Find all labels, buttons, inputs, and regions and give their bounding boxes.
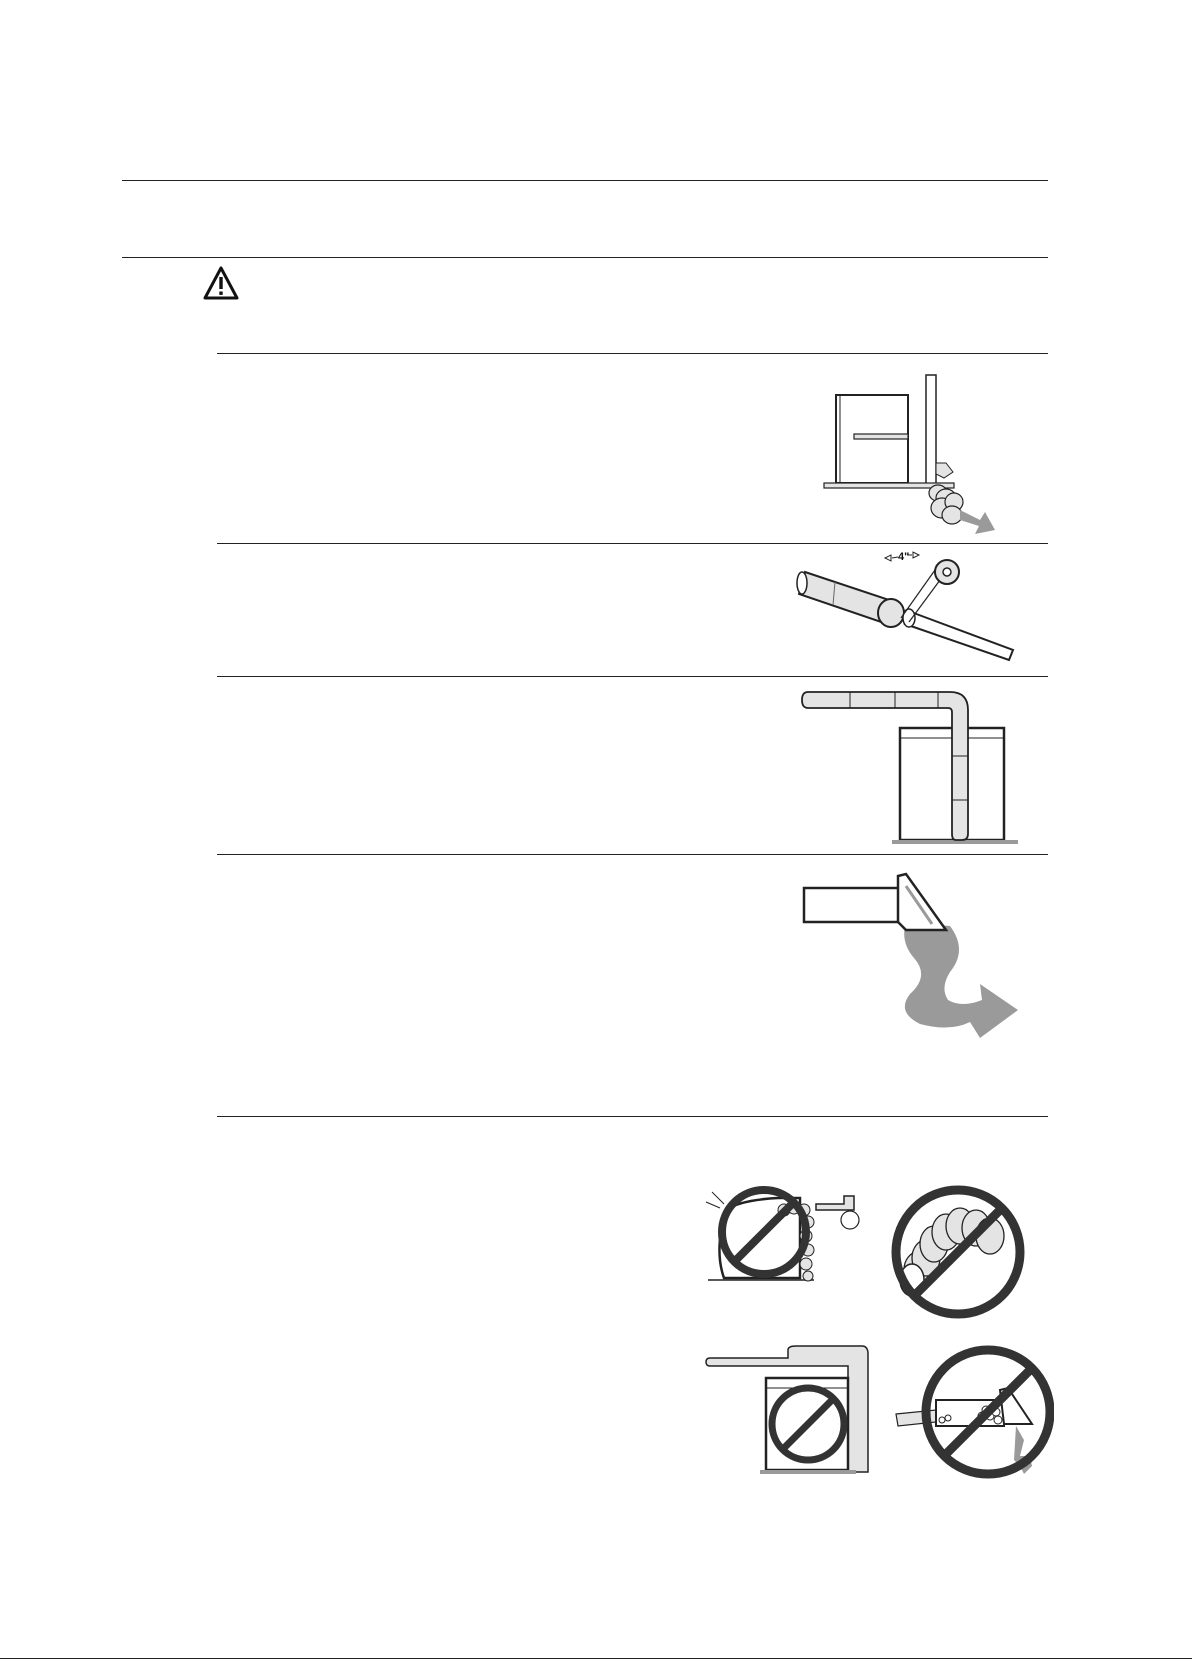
footer-rule xyxy=(0,1658,1192,1659)
section-rule-3 xyxy=(217,676,1048,677)
prohibited-flex-duct-icon xyxy=(888,1182,1028,1322)
exhaust-hood-icon xyxy=(800,872,1020,1054)
section-rule-2 xyxy=(217,543,1048,544)
duct-routing-icon xyxy=(800,684,1020,850)
dimension-label: 4" xyxy=(898,551,910,563)
section-rule-4 xyxy=(217,854,1048,855)
prohibited-duct-route-icon xyxy=(704,1342,879,1478)
header-rule-bottom xyxy=(122,257,1048,258)
warning-triangle-icon xyxy=(203,266,239,300)
dryer-with-exhaust-icon xyxy=(820,370,1010,540)
section-rule-1 xyxy=(217,353,1048,354)
prohibited-crushed-duct-icon xyxy=(704,1180,879,1285)
header-rule-top xyxy=(122,180,1048,181)
prohibited-clogged-hood-icon xyxy=(892,1344,1054,1482)
section-rule-5 xyxy=(217,1116,1048,1117)
duct-joint-tape-icon xyxy=(795,550,1025,670)
